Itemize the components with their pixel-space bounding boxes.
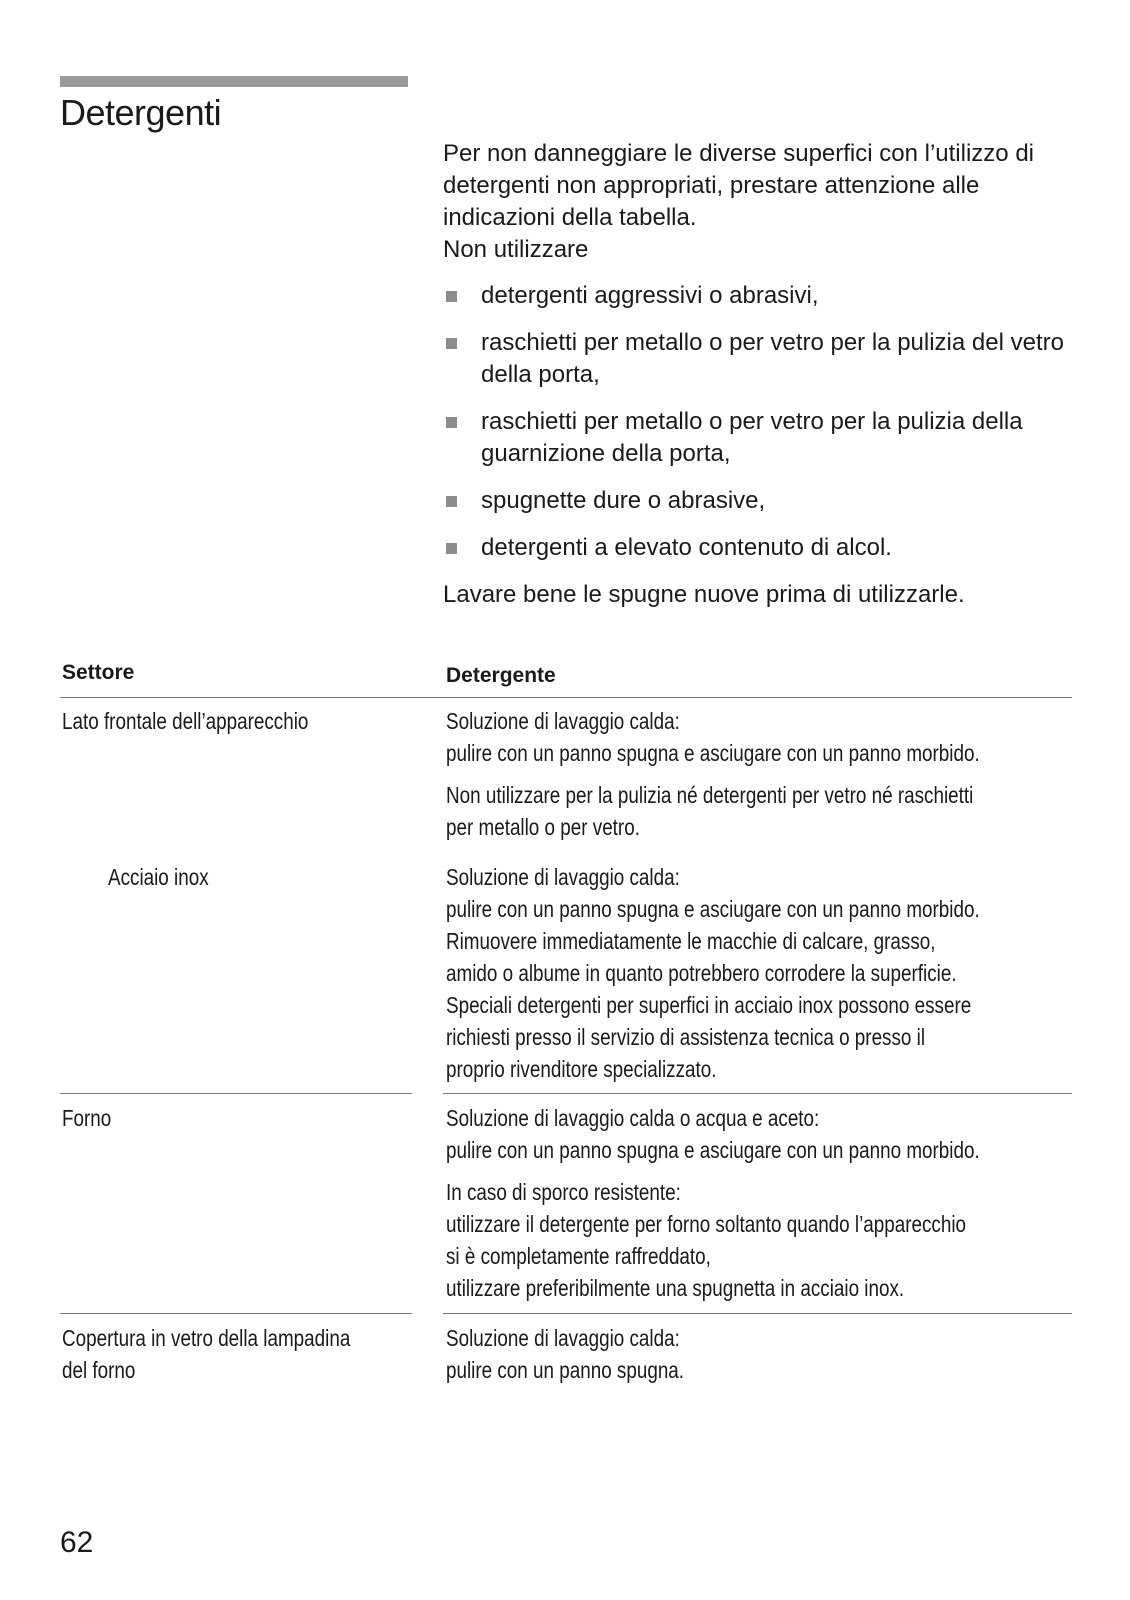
page-number: 62 bbox=[60, 1526, 94, 1559]
table-cell-sector: Lato frontale dell’apparecchio bbox=[62, 708, 309, 734]
bullet-square-icon bbox=[446, 496, 457, 507]
table-cell-cleaner: Soluzione di lavaggio calda: pulire con un panno spugna e asciugare con un panno morbido. Non utilizzare per la pulizia né detergenti per vetro né raschietti per metallo o per vetro. bbox=[446, 708, 980, 840]
table-cell-cleaner: Soluzione di lavaggio calda: pulire con un panno spugna. bbox=[446, 1325, 685, 1383]
list-item: detergenti a elevato contenuto di alcol. bbox=[443, 532, 1093, 564]
table-cell-sector: Copertura in vetro della lampadina del forno bbox=[62, 1325, 351, 1383]
intro-paragraph: Per non danneggiare le diverse superfici con l’utilizzo di detergenti non appropriati, prestare attenzione alle indicazioni della tabella. bbox=[443, 140, 1034, 231]
table-header-cleaner: Detergente bbox=[446, 664, 556, 687]
bullet-square-icon bbox=[446, 291, 457, 302]
intro-lead: Non utilizzare bbox=[443, 236, 589, 263]
row-divider-left bbox=[60, 1093, 412, 1094]
warning-list bbox=[443, 280, 1093, 564]
bullet-square-icon bbox=[446, 417, 457, 428]
table-cell-sector: Forno bbox=[62, 1105, 112, 1131]
list-item: spugnette dure o abrasive, bbox=[443, 485, 1093, 517]
row-divider-left bbox=[60, 1313, 412, 1314]
list-item: raschietti per metallo o per vetro per la pulizia della guarnizione della porta, bbox=[443, 406, 1093, 470]
intro-section bbox=[443, 138, 1093, 611]
list-item: detergenti aggressivi o abrasivi, bbox=[443, 280, 1093, 312]
row-divider-right bbox=[443, 1093, 1072, 1094]
bullet-square-icon bbox=[446, 543, 457, 554]
list-item: raschietti per metallo o per vetro per la pulizia del vetro della porta, bbox=[443, 327, 1093, 391]
intro-outro: Lavare bene le spugne nuove prima di utilizzarle. bbox=[443, 581, 965, 608]
section-header-bar bbox=[60, 76, 408, 87]
table-header-sector: Settore bbox=[62, 661, 135, 684]
table-cell-sector: Acciaio inox bbox=[108, 864, 209, 890]
table-cell-cleaner: Soluzione di lavaggio calda o acqua e aceto: pulire con un panno spugna e asciugare con un panno morbido. In caso di sporco resistente: utilizzare il detergente per forno soltanto quando l’apparecchio si è completamente raffreddato, utilizzare preferibilmente una spugnetta in acciaio inox. bbox=[446, 1105, 980, 1301]
bullet-square-icon bbox=[446, 338, 457, 349]
table-cell-cleaner: Soluzione di lavaggio calda: pulire con un panno spugna e asciugare con un panno morbido. Rimuovere immediatamente le macchie di calcare, grasso, amido o albume in quanto potrebbero corrodere la superficie. Speciali detergenti per superfici in acciaio inox possono essere richiesti presso il servizio di assistenza tecnica o presso il proprio rivenditore specializzato. bbox=[446, 864, 980, 1082]
page-title: Detergenti bbox=[60, 92, 222, 133]
row-divider-right bbox=[443, 1313, 1072, 1314]
table-header-divider bbox=[60, 697, 1072, 698]
